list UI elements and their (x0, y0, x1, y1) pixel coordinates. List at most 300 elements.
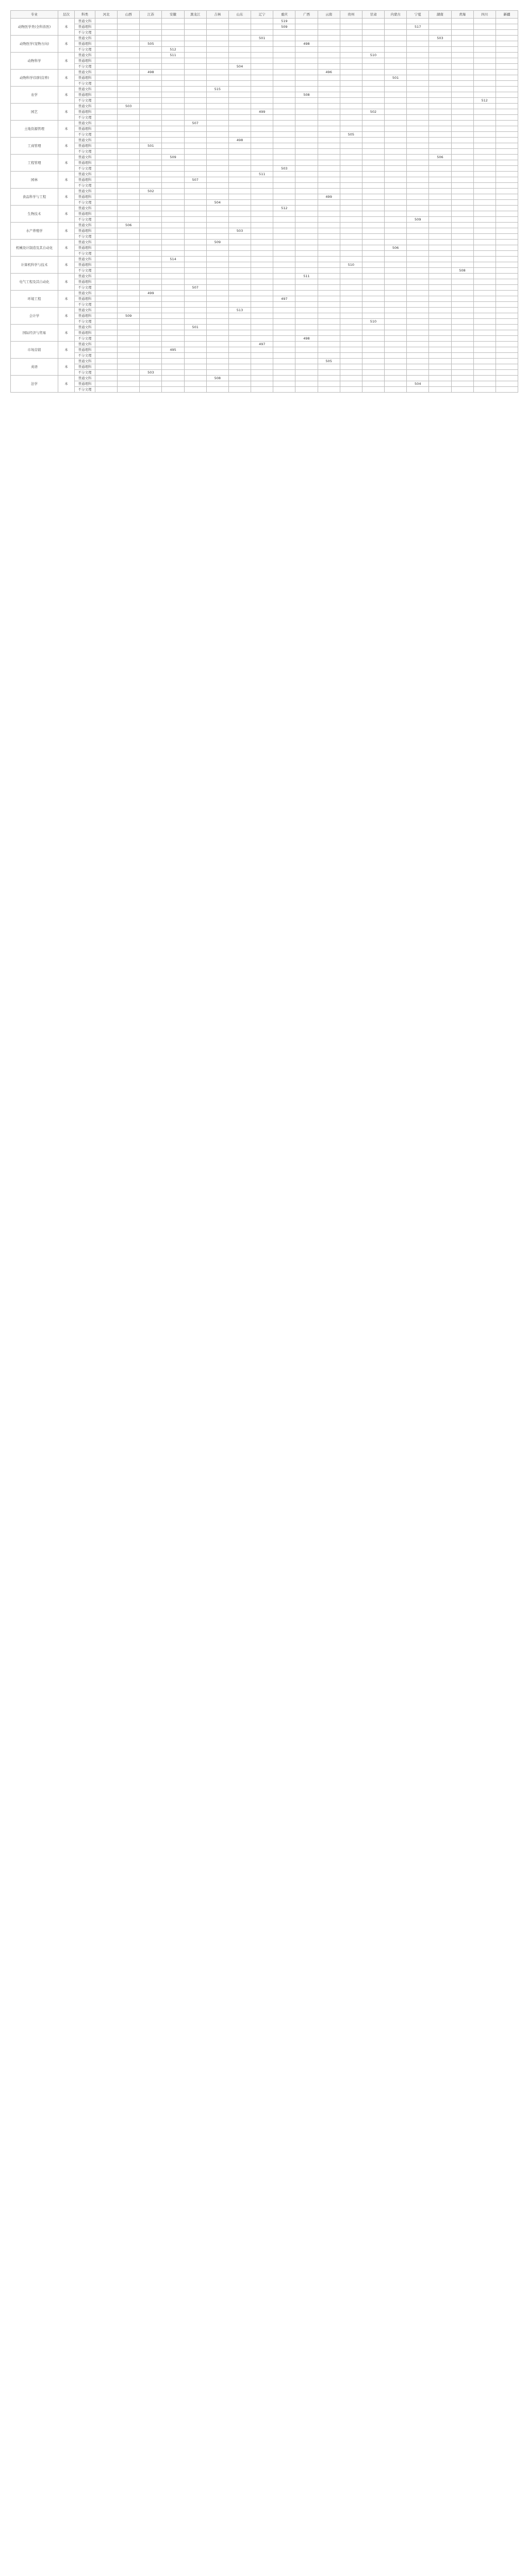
table-row (11, 279, 518, 285)
score-cell (95, 251, 118, 257)
score-cell (140, 155, 162, 160)
score-cell: 513 (228, 308, 251, 313)
score-cell (429, 234, 451, 240)
score-cell (184, 98, 206, 104)
score-cell (318, 217, 340, 223)
score-cell (251, 245, 273, 251)
table-row (11, 347, 518, 353)
score-cell (206, 336, 228, 342)
score-cell (162, 75, 184, 81)
major-name: 计算机科学与技术 (11, 257, 58, 274)
score-cell (385, 98, 407, 104)
score-cell (184, 81, 206, 87)
score-cell (162, 149, 184, 155)
score-cell (407, 347, 429, 353)
category-cell: 不分文理 (75, 47, 95, 53)
score-cell (206, 143, 228, 149)
score-cell (184, 319, 206, 325)
score-cell (496, 347, 518, 353)
score-cell (140, 376, 162, 381)
score-cell (95, 353, 118, 359)
col-province: 湖南 (429, 11, 451, 19)
score-cell (228, 240, 251, 245)
score-cell (473, 342, 496, 347)
score-cell (295, 257, 318, 262)
score-cell (118, 194, 140, 200)
score-cell (451, 342, 473, 347)
score-cell (451, 36, 473, 41)
score-cell (118, 53, 140, 58)
score-cell (340, 206, 362, 211)
table-row (11, 155, 518, 160)
score-cell (429, 160, 451, 166)
score-cell (295, 149, 318, 155)
score-cell (228, 376, 251, 381)
score-cell (206, 138, 228, 143)
category-cell: 不分文理 (75, 115, 95, 121)
major-name: 机械设计制造及其自动化 (11, 240, 58, 257)
score-cell (429, 262, 451, 268)
table-row (11, 370, 518, 376)
score-cell (162, 296, 184, 302)
table-row (11, 126, 518, 132)
score-cell (496, 177, 518, 183)
level-cell: 本 (58, 87, 75, 104)
score-cell (318, 98, 340, 104)
score-cell (340, 58, 362, 64)
score-cell (340, 325, 362, 330)
score-cell (385, 387, 407, 393)
score-cell (340, 342, 362, 347)
score-cell (318, 211, 340, 217)
score-cell (318, 279, 340, 285)
score-cell (162, 160, 184, 166)
score-cell (295, 70, 318, 75)
score-cell (496, 183, 518, 189)
score-cell (318, 138, 340, 143)
score-cell (273, 325, 295, 330)
score-cell (95, 319, 118, 325)
score-cell (251, 138, 273, 143)
score-cell (251, 228, 273, 234)
score-cell (118, 387, 140, 393)
score-cell (184, 64, 206, 70)
score-cell (473, 183, 496, 189)
score-cell (206, 268, 228, 274)
score-cell (251, 257, 273, 262)
score-cell (140, 58, 162, 64)
score-cell: 498 (295, 336, 318, 342)
score-cell (496, 19, 518, 24)
score-cell (118, 347, 140, 353)
category-cell: 普通理科 (75, 126, 95, 132)
score-cell: 514 (162, 257, 184, 262)
score-cell (362, 70, 384, 75)
score-cell (318, 245, 340, 251)
score-cell (295, 143, 318, 149)
score-cell (295, 296, 318, 302)
score-cell (162, 177, 184, 183)
score-cell (295, 342, 318, 347)
score-cell (496, 92, 518, 98)
score-cell (273, 200, 295, 206)
score-cell (362, 160, 384, 166)
score-cell (95, 279, 118, 285)
score-cell (206, 370, 228, 376)
score-cell (451, 104, 473, 109)
score-cell (473, 370, 496, 376)
score-cell (385, 109, 407, 115)
score-cell (251, 98, 273, 104)
score-cell (273, 268, 295, 274)
score-cell (295, 279, 318, 285)
level-cell: 本 (58, 70, 75, 87)
score-cell (362, 81, 384, 87)
score-cell (407, 268, 429, 274)
score-cell (473, 211, 496, 217)
score-cell (407, 194, 429, 200)
score-cell (228, 70, 251, 75)
score-cell (451, 211, 473, 217)
score-cell (318, 251, 340, 257)
score-cell (385, 121, 407, 126)
score-cell (95, 70, 118, 75)
score-cell (118, 217, 140, 223)
score-cell (385, 87, 407, 92)
score-cell (273, 36, 295, 41)
score-cell (473, 319, 496, 325)
score-cell (162, 92, 184, 98)
score-cell (473, 126, 496, 132)
score-cell (496, 121, 518, 126)
score-cell (473, 19, 496, 24)
score-cell (273, 189, 295, 194)
score-cell (140, 98, 162, 104)
score-cell (429, 189, 451, 194)
score-cell (473, 115, 496, 121)
score-cell (206, 206, 228, 211)
score-cell (162, 19, 184, 24)
score-cell (473, 364, 496, 370)
category-cell: 普通文科 (75, 257, 95, 262)
score-cell (95, 257, 118, 262)
score-cell (251, 223, 273, 228)
score-cell (228, 370, 251, 376)
score-cell (385, 376, 407, 381)
score-cell (407, 257, 429, 262)
score-cell (473, 359, 496, 364)
score-cell (184, 189, 206, 194)
score-cell (251, 387, 273, 393)
score-cell (295, 19, 318, 24)
score-cell (496, 24, 518, 30)
score-cell (473, 58, 496, 64)
score-cell (496, 336, 518, 342)
score-cell (95, 189, 118, 194)
score-cell: 502 (140, 189, 162, 194)
score-cell (407, 251, 429, 257)
table-row (11, 211, 518, 217)
score-cell (451, 81, 473, 87)
score-cell (429, 353, 451, 359)
score-cell (473, 347, 496, 353)
score-cell (385, 325, 407, 330)
score-cell (95, 245, 118, 251)
table-row (11, 143, 518, 149)
score-cell (251, 121, 273, 126)
score-cell (140, 240, 162, 245)
score-cell (473, 87, 496, 92)
score-cell: 515 (206, 87, 228, 92)
score-cell (362, 126, 384, 132)
score-cell (228, 160, 251, 166)
level-cell: 本 (58, 291, 75, 308)
score-cell (385, 115, 407, 121)
score-cell (318, 347, 340, 353)
col-province: 黑龙江 (184, 11, 206, 19)
score-cell (140, 353, 162, 359)
score-cell (184, 132, 206, 138)
score-cell (184, 166, 206, 172)
score-cell (140, 149, 162, 155)
score-cell (251, 347, 273, 353)
score-cell (228, 291, 251, 296)
score-cell (385, 183, 407, 189)
score-cell (251, 364, 273, 370)
score-cell (429, 194, 451, 200)
level-cell: 本 (58, 206, 75, 223)
score-cell (362, 364, 384, 370)
table-row (11, 206, 518, 211)
score-cell (362, 24, 384, 30)
score-cell (228, 53, 251, 58)
score-cell (95, 347, 118, 353)
score-cell (251, 132, 273, 138)
score-cell (340, 87, 362, 92)
score-cell (273, 291, 295, 296)
score-cell (429, 330, 451, 336)
score-cell: 498 (295, 41, 318, 47)
score-cell (385, 189, 407, 194)
table-row (11, 274, 518, 279)
score-cell (407, 172, 429, 177)
score-cell (162, 189, 184, 194)
score-cell (362, 268, 384, 274)
score-cell (407, 132, 429, 138)
score-cell (95, 313, 118, 319)
score-cell (318, 285, 340, 291)
score-cell (184, 92, 206, 98)
major-name: 动物医学(宠物方向) (11, 36, 58, 53)
col-province: 吉林 (206, 11, 228, 19)
score-cell (162, 330, 184, 336)
score-cell (496, 325, 518, 330)
score-cell (429, 296, 451, 302)
major-name: 工程管理 (11, 155, 58, 172)
score-cell (340, 98, 362, 104)
score-cell (140, 115, 162, 121)
score-table (10, 10, 518, 393)
score-cell (162, 217, 184, 223)
score-cell (429, 121, 451, 126)
score-cell (95, 325, 118, 330)
score-cell (95, 240, 118, 245)
score-cell (362, 166, 384, 172)
score-cell (407, 121, 429, 126)
score-cell (451, 381, 473, 387)
score-cell (407, 234, 429, 240)
major-name: 环境工程 (11, 291, 58, 308)
category-cell: 普通文科 (75, 36, 95, 41)
score-cell (496, 370, 518, 376)
score-cell (318, 115, 340, 121)
table-row (11, 228, 518, 234)
score-cell (473, 160, 496, 166)
score-cell (385, 217, 407, 223)
score-cell (451, 325, 473, 330)
score-cell (184, 143, 206, 149)
score-cell (340, 104, 362, 109)
score-cell (206, 64, 228, 70)
score-cell (407, 98, 429, 104)
score-cell (451, 166, 473, 172)
category-cell: 普通文科 (75, 87, 95, 92)
score-cell (118, 183, 140, 189)
score-cell (273, 262, 295, 268)
score-cell (228, 268, 251, 274)
score-cell (140, 285, 162, 291)
score-cell (451, 138, 473, 143)
category-cell: 普通理科 (75, 143, 95, 149)
score-cell (228, 279, 251, 285)
score-cell (473, 36, 496, 41)
score-cell (340, 75, 362, 81)
category-cell: 不分文理 (75, 98, 95, 104)
score-cell (318, 172, 340, 177)
score-cell (118, 70, 140, 75)
score-cell (295, 364, 318, 370)
score-cell (273, 257, 295, 262)
score-cell (340, 223, 362, 228)
score-cell: 497 (251, 342, 273, 347)
score-cell (496, 87, 518, 92)
score-cell (496, 206, 518, 211)
score-cell (184, 149, 206, 155)
score-cell (95, 370, 118, 376)
score-cell (118, 138, 140, 143)
score-cell (118, 370, 140, 376)
score-cell (228, 336, 251, 342)
score-cell (318, 64, 340, 70)
score-cell (295, 24, 318, 30)
score-cell (385, 359, 407, 364)
category-cell: 普通理科 (75, 228, 95, 234)
score-cell (228, 262, 251, 268)
score-cell (407, 240, 429, 245)
score-cell (295, 223, 318, 228)
score-cell (473, 104, 496, 109)
score-cell (184, 257, 206, 262)
score-cell (295, 376, 318, 381)
score-cell (340, 217, 362, 223)
score-cell (362, 87, 384, 92)
score-cell (118, 98, 140, 104)
score-cell (140, 330, 162, 336)
score-cell (273, 285, 295, 291)
score-cell: 503 (140, 370, 162, 376)
score-cell (318, 370, 340, 376)
score-cell (295, 291, 318, 296)
score-cell (340, 364, 362, 370)
score-cell (140, 92, 162, 98)
score-cell (162, 132, 184, 138)
score-cell (429, 325, 451, 330)
score-cell (95, 132, 118, 138)
score-cell (362, 132, 384, 138)
score-cell (340, 194, 362, 200)
score-cell (95, 166, 118, 172)
score-cell (162, 24, 184, 30)
score-cell (295, 53, 318, 58)
score-cell (407, 143, 429, 149)
score-cell (251, 353, 273, 359)
level-cell: 本 (58, 104, 75, 121)
score-cell (451, 30, 473, 36)
score-cell (273, 104, 295, 109)
score-cell (473, 245, 496, 251)
score-cell (295, 228, 318, 234)
score-cell (184, 126, 206, 132)
score-cell (340, 228, 362, 234)
score-cell (251, 285, 273, 291)
score-cell (496, 376, 518, 381)
category-cell: 普通文科 (75, 172, 95, 177)
score-cell (295, 115, 318, 121)
score-cell (318, 143, 340, 149)
score-cell (385, 336, 407, 342)
score-cell (473, 279, 496, 285)
category-cell: 不分文理 (75, 234, 95, 240)
score-cell (273, 330, 295, 336)
score-cell (184, 183, 206, 189)
score-cell (295, 104, 318, 109)
score-cell (118, 200, 140, 206)
score-cell (140, 160, 162, 166)
score-cell (295, 245, 318, 251)
score-cell (318, 166, 340, 172)
score-cell (451, 92, 473, 98)
score-cell (385, 353, 407, 359)
score-cell (451, 336, 473, 342)
score-cell (473, 132, 496, 138)
score-cell (162, 325, 184, 330)
score-cell (385, 104, 407, 109)
score-cell (362, 36, 384, 41)
score-cell (318, 387, 340, 393)
table-row (11, 217, 518, 223)
score-cell (251, 251, 273, 257)
score-cell (385, 24, 407, 30)
score-cell (451, 194, 473, 200)
table-row (11, 183, 518, 189)
score-cell (318, 75, 340, 81)
score-cell (295, 308, 318, 313)
score-cell (95, 160, 118, 166)
level-cell: 本 (58, 359, 75, 376)
score-cell (340, 313, 362, 319)
score-cell (184, 36, 206, 41)
score-cell (95, 64, 118, 70)
